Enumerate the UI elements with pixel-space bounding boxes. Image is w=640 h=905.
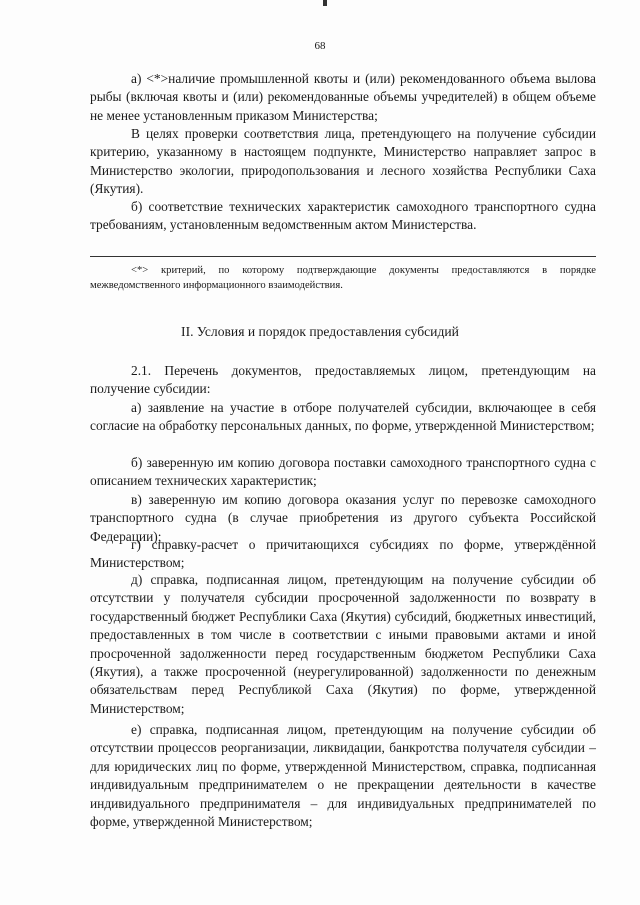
- section-heading: II. Условия и порядок предоставления субсидий: [181, 324, 459, 339]
- page-number: 68: [314, 40, 326, 52]
- verification-paragraph: В целях проверки соответствия лица, претендующего на получение субсидии критерию, указанному в настоящем подпункте, Министерство направляет запрос в Министерство экологии, природопользования и лесного хозяйства Республики Саха (Якутия).: [90, 126, 596, 197]
- criterion-a-paragraph: а) <*>наличие промышленной квоты и (или) рекомендованного объема вылова рыбы (включая квоты и (или) рекомендованные объемы учредителей) в общем объеме не менее установленным приказом Министерства;: [90, 71, 596, 123]
- document-b-paragraph: б) заверенную им копию договора поставки самоходного транспортного судна с описанием технических характеристик;: [90, 455, 596, 489]
- footnote-separator: [90, 256, 596, 257]
- document-v-paragraph: в) заверенную им копию договора оказания услуг по перевозке самоходного транспортного судна (в случае приобретения из другого субъекта Российской Федерации);: [90, 492, 596, 544]
- document-a-paragraph: а) заявление на участие в отборе получателей субсидии, включающее в себя согласие на обработку персональных данных, по форме, утвержденной Министерством;: [90, 400, 596, 434]
- criterion-b-paragraph: б) соответствие технических характеристик самоходного транспортного судна требованиям, установленным ведомственным актом Министерства.: [90, 199, 596, 233]
- document-g-paragraph: г) справку-расчет о причитающихся субсидиях по форме, утверждённой Министерством;: [90, 537, 596, 571]
- document-d-paragraph: д) справка, подписанная лицом, претендующим на получение субсидии об отсутствии у получателя субсидии просроченной задолженности по возврату в государственный бюджет Республики Саха (Якутия) субсидий, бюджетных инвестиций, предоставленных в том числе в соответствии с иными правовыми актами и иной просроченной задолженности перед государственным бюджетом Республики Саха (Якутия), а также просроченной (неурегулированной) задолженности по денежным обязательствам перед Республикой Саха (Якутия) по форме, утвержденной Министерством;: [90, 572, 596, 716]
- scan-artifact-mark: [323, 0, 327, 6]
- item-2-1-paragraph: 2.1. Перечень документов, предоставляемых лицом, претендующим на получение субсидии:: [90, 363, 596, 397]
- document-e-paragraph: е) справка, подписанная лицом, претендующим на получение субсидии об отсутствии процессов реорганизации, ликвидации, банкротства получателя субсидии – для юридических лиц по форме, утвержденной Министерством, справка, подписанная индивидуальным предпринимателем о не прекращении деятельности в качестве индивидуального предпринимателя – для индивидуальных предпринимателей по форме, утвержденной Министерством;: [90, 722, 596, 830]
- footnote: <*> критерий, по которому подтверждающие документы предоставляются в порядке межведомственного информационного взаимодействия.: [90, 265, 596, 291]
